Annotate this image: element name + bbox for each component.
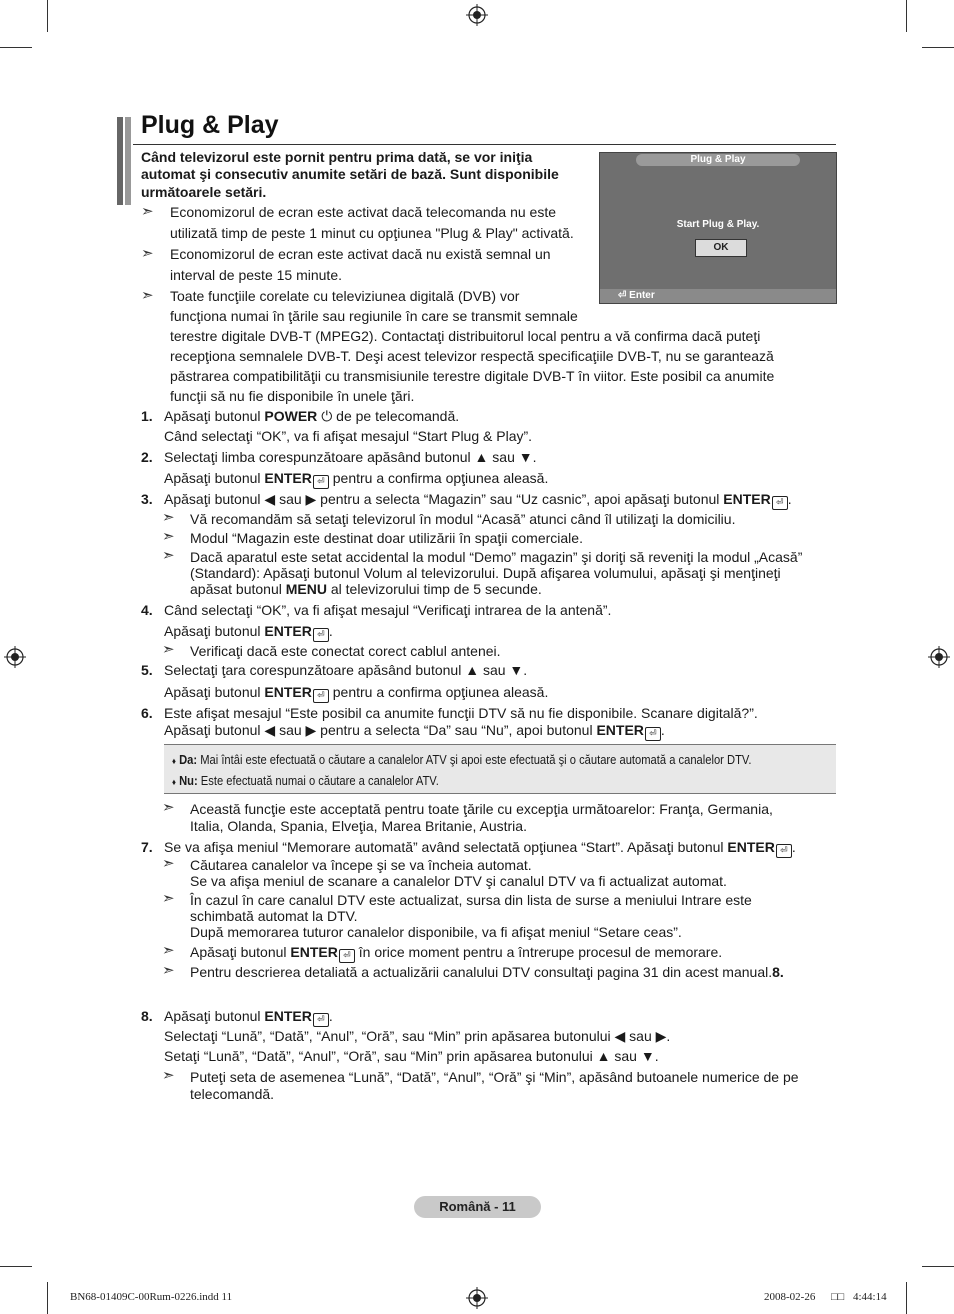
step-text: Apăsaţi butonul ENTER ⏎ pentru a confirma opţiunea aleasă. bbox=[164, 682, 548, 703]
note-arrow-icon: ➣ bbox=[141, 245, 154, 262]
step-text: Când selectaţi “OK”, va fi afişat mesajul “Verificaţi intrarea de la antenă”. bbox=[164, 602, 612, 618]
note-text: Modul “Magazin este destinat doar utilizării în spaţii comerciale. bbox=[190, 530, 583, 546]
step-number: 2. bbox=[141, 449, 153, 465]
note-arrow-icon: ➣ bbox=[162, 890, 175, 907]
step-text: Când selectaţi “OK”, va fi afişat mesajul “Start Plug & Play”. bbox=[164, 428, 533, 444]
step-number: 1. bbox=[141, 408, 153, 424]
crop-mark-br-v bbox=[906, 1282, 907, 1314]
note-arrow-icon: ➣ bbox=[162, 509, 175, 526]
option-nu: ♦ Nu: Este efectuată numai o căutare a canalelor ATV. bbox=[172, 773, 439, 788]
note-arrow-icon: ➣ bbox=[162, 855, 175, 872]
step-text: Se va afişa meniul “Memorare automată” având selectată opţiunea “Start”. Apăsaţi butonul ENTER ⏎ . bbox=[164, 839, 796, 858]
title-rule bbox=[133, 144, 836, 145]
note-arrow-icon: ➣ bbox=[141, 203, 154, 220]
print-boxes: □□ bbox=[831, 1291, 845, 1303]
enter-icon: ⏎ bbox=[618, 290, 627, 301]
note-arrow-icon: ➣ bbox=[162, 641, 175, 658]
tv-screen-illustration bbox=[599, 152, 837, 304]
note-arrow-icon: ➣ bbox=[162, 942, 175, 959]
power-icon: ⏻ bbox=[321, 408, 333, 424]
file-name: BN68-01409C-00Rum-0226.indd 11 bbox=[70, 1291, 233, 1303]
title-accent-bar bbox=[117, 117, 123, 205]
note-text: Această funcţie este acceptată pentru toate ţările cu excepţia următoarelor: Franţa, Germania, bbox=[190, 801, 773, 817]
note-text: interval de peste 15 minute. bbox=[170, 267, 342, 283]
note-text: Vă recomandăm să setaţi televizorul în modul “Acasă” atunci când îl utilizaţi la domiciliu. bbox=[190, 511, 736, 527]
step-number: 5. bbox=[141, 662, 153, 678]
note-arrow-icon: ➣ bbox=[162, 962, 175, 979]
note-arrow-icon: ➣ bbox=[162, 547, 175, 564]
note-text: funcţiona numai în ţările sau regiunile în care se transmit semnale bbox=[170, 308, 578, 324]
note-text: Verificaţi dacă este conectat corect cablul antenei. bbox=[190, 643, 501, 659]
note-text: Dacă aparatul este setat accidental la modul “Demo” magazin” şi doriţi să reveniţi la modul „Acasă” bbox=[190, 549, 803, 565]
scan-options-box bbox=[164, 744, 836, 794]
crop-mark-tr-h bbox=[922, 47, 954, 48]
enter-icon: ⏎ bbox=[339, 949, 355, 963]
crop-mark-br-h bbox=[922, 1266, 954, 1267]
registration-mark-icon bbox=[928, 646, 950, 668]
crop-mark-tl-h bbox=[0, 47, 32, 48]
step-text: Apăsaţi butonul POWER ⏻ de pe telecomandă. bbox=[164, 408, 460, 424]
crop-mark-tr-v bbox=[906, 0, 907, 32]
step-text: Apăsaţi butonul ◀ sau ▶ pentru a selecta “Da” sau “Nu”, apoi butonul ENTER ⏎ . bbox=[164, 722, 665, 741]
step-number: 7. bbox=[141, 839, 153, 855]
note-text: recepţiona semnalele DVB-T. Deşi acest televizor respectă specificaţiile DVB-T, nu se garantează bbox=[170, 348, 774, 364]
note-text: schimbată automat la DTV. bbox=[190, 908, 358, 924]
step-text: Selectaţi ţara corespunzătoare apăsând butonul ▲ sau ▼. bbox=[164, 662, 528, 678]
note-arrow-icon: ➣ bbox=[162, 528, 175, 545]
diamond-bullet-icon: ♦ bbox=[172, 756, 176, 766]
note-arrow-icon: ➣ bbox=[141, 287, 154, 304]
enter-icon: ⏎ bbox=[313, 628, 329, 642]
note-text: terestre digitale DVB-T (MPEG2). Contactaţi distribuitorul local pentru a vă confirma dacă puteţi bbox=[170, 328, 761, 344]
intro-line: automat şi consecutiv anumite setări de bază. Sunt disponibile bbox=[141, 166, 559, 182]
note-text: utilizată timp de peste 1 minut cu opţiunea "Plug & Play" activată. bbox=[170, 225, 574, 241]
intro-line: Când televizorul este pornit pentru prima dată, se vor iniţia bbox=[141, 149, 533, 165]
option-da: ♦ Da: Mai întâi este efectuată o căutare a canalelor ATV şi apoi este efectuată şi o căutare automată a canalelor DTV. bbox=[172, 752, 752, 767]
note-arrow-icon: ➣ bbox=[162, 1067, 175, 1084]
step-text: Apăsaţi butonul ◀ sau ▶ pentru a selecta “Magazin” sau “Uz casnic”, apoi apăsaţi butonul ENTER ⏎ . bbox=[164, 489, 792, 510]
step-number: 4. bbox=[141, 602, 153, 618]
step-text: Apăsaţi butonul ENTER ⏎ pentru a confirma opţiunea aleasă. bbox=[164, 468, 548, 489]
intro-line: următoarele setări. bbox=[141, 184, 267, 200]
note-text: Italia, Olanda, Spania, Elveţia, Marea Britanie, Austria. bbox=[190, 818, 527, 834]
screen-footer-label: Enter bbox=[629, 290, 655, 301]
step-text: Selectaţi “Lună”, “Dată”, “Anul”, “Oră”, sau “Min” prin apăsarea butonului ◀ sau ▶. bbox=[164, 1028, 671, 1044]
screen-ok-button[interactable]: OK bbox=[695, 239, 747, 257]
crop-mark-tl-v bbox=[47, 0, 48, 32]
note-text: Economizorul de ecran este activat dacă telecomanda nu este bbox=[170, 204, 557, 220]
note-text: Puteţi seta de asemenea “Lună”, “Dată”, “Anul”, “Oră” şi “Min”, apăsând butoanele numerice de pe bbox=[190, 1069, 799, 1085]
page-number: Română - 11 bbox=[414, 1196, 541, 1218]
step-text: Apăsaţi butonul ENTER ⏎ . bbox=[164, 1006, 333, 1027]
print-date: 2008-02-26 bbox=[764, 1291, 816, 1303]
note-text: Economizorul de ecran este activat dacă nu există semnal un bbox=[170, 246, 551, 262]
note-text: Se va afişa meniul de scanare a canalelor DTV şi canalul DTV va fi actualizat automat. bbox=[190, 873, 727, 889]
step-text: Selectaţi limba corespunzătoare apăsând butonul ▲ sau ▼. bbox=[164, 449, 537, 465]
note-text: funcţii să nu fie disponibile în unele ţări. bbox=[170, 388, 415, 404]
screen-message: Start Plug & Play. bbox=[676, 219, 760, 230]
note-arrow-icon: ➣ bbox=[162, 799, 175, 816]
step-text: Apăsaţi butonul ENTER ⏎ . bbox=[164, 621, 333, 642]
step-text: Setaţi “Lună”, “Dată”, “Anul”, “Oră”, sau “Min” prin apăsarea butonului ▲ sau ▼. bbox=[164, 1048, 659, 1064]
enter-icon: ⏎ bbox=[776, 844, 792, 858]
registration-mark-icon bbox=[4, 646, 26, 668]
screen-footer bbox=[600, 289, 836, 303]
note-text: Apăsaţi butonul ENTER ⏎ în orice moment pentru a întrerupe procesul de memorare. bbox=[190, 944, 722, 963]
enter-icon: ⏎ bbox=[313, 1013, 329, 1027]
enter-icon: ⏎ bbox=[772, 496, 788, 510]
step-number: 3. bbox=[141, 491, 153, 507]
crop-mark-bl-h bbox=[0, 1266, 32, 1267]
title-accent-bar-light bbox=[125, 117, 131, 205]
step-text: Este afişat mesajul “Este posibil ca anumite funcţii DTV să nu fie disponibile. Scanare digitală?”. bbox=[164, 705, 758, 721]
step-number: 6. bbox=[141, 705, 153, 721]
enter-icon: ⏎ bbox=[645, 727, 661, 741]
diamond-bullet-icon: ♦ bbox=[172, 777, 176, 787]
enter-icon: ⏎ bbox=[313, 475, 329, 489]
note-text: În cazul în care canalul DTV este actualizat, sursa din lista de surse a meniului Intrare este bbox=[190, 892, 752, 908]
note-text: (Standard): Apăsaţi butonul Volum al televizorului. După afişarea volumului, apăsaţi şi menţineţi bbox=[190, 565, 781, 581]
note-text: apăsat butonul MENU al televizorului timp de 5 secunde. bbox=[190, 581, 542, 597]
registration-mark-icon bbox=[466, 4, 488, 26]
page-title: Plug & Play bbox=[141, 111, 279, 139]
enter-icon: ⏎ bbox=[313, 689, 329, 703]
registration-mark-icon bbox=[466, 1287, 488, 1309]
note-text: Pentru descrierea detaliată a actualizării canalului DTV consultaţi pagina 31 din acest manual.8. bbox=[190, 964, 784, 980]
note-text: După memorarea tuturor canalelor disponibile, va fi afişat meniul “Setare ceas”. bbox=[190, 924, 682, 940]
note-text: păstrarea compatibilităţii cu transmisiunile terestre digitale DVB-T în viitor. Este posibil ca anumite bbox=[170, 368, 775, 384]
crop-mark-bl-v bbox=[47, 1282, 48, 1314]
note-text: telecomandă. bbox=[190, 1086, 275, 1102]
note-text: Căutarea canalelor va începe şi se va încheia automat. bbox=[190, 857, 532, 873]
print-time: 4:44:14 bbox=[853, 1291, 887, 1303]
step-number: 8. bbox=[141, 1008, 153, 1024]
note-text: Toate funcţiile corelate cu televiziunea digitală (DVB) vor bbox=[170, 288, 520, 304]
screen-title: Plug & Play bbox=[636, 154, 800, 166]
